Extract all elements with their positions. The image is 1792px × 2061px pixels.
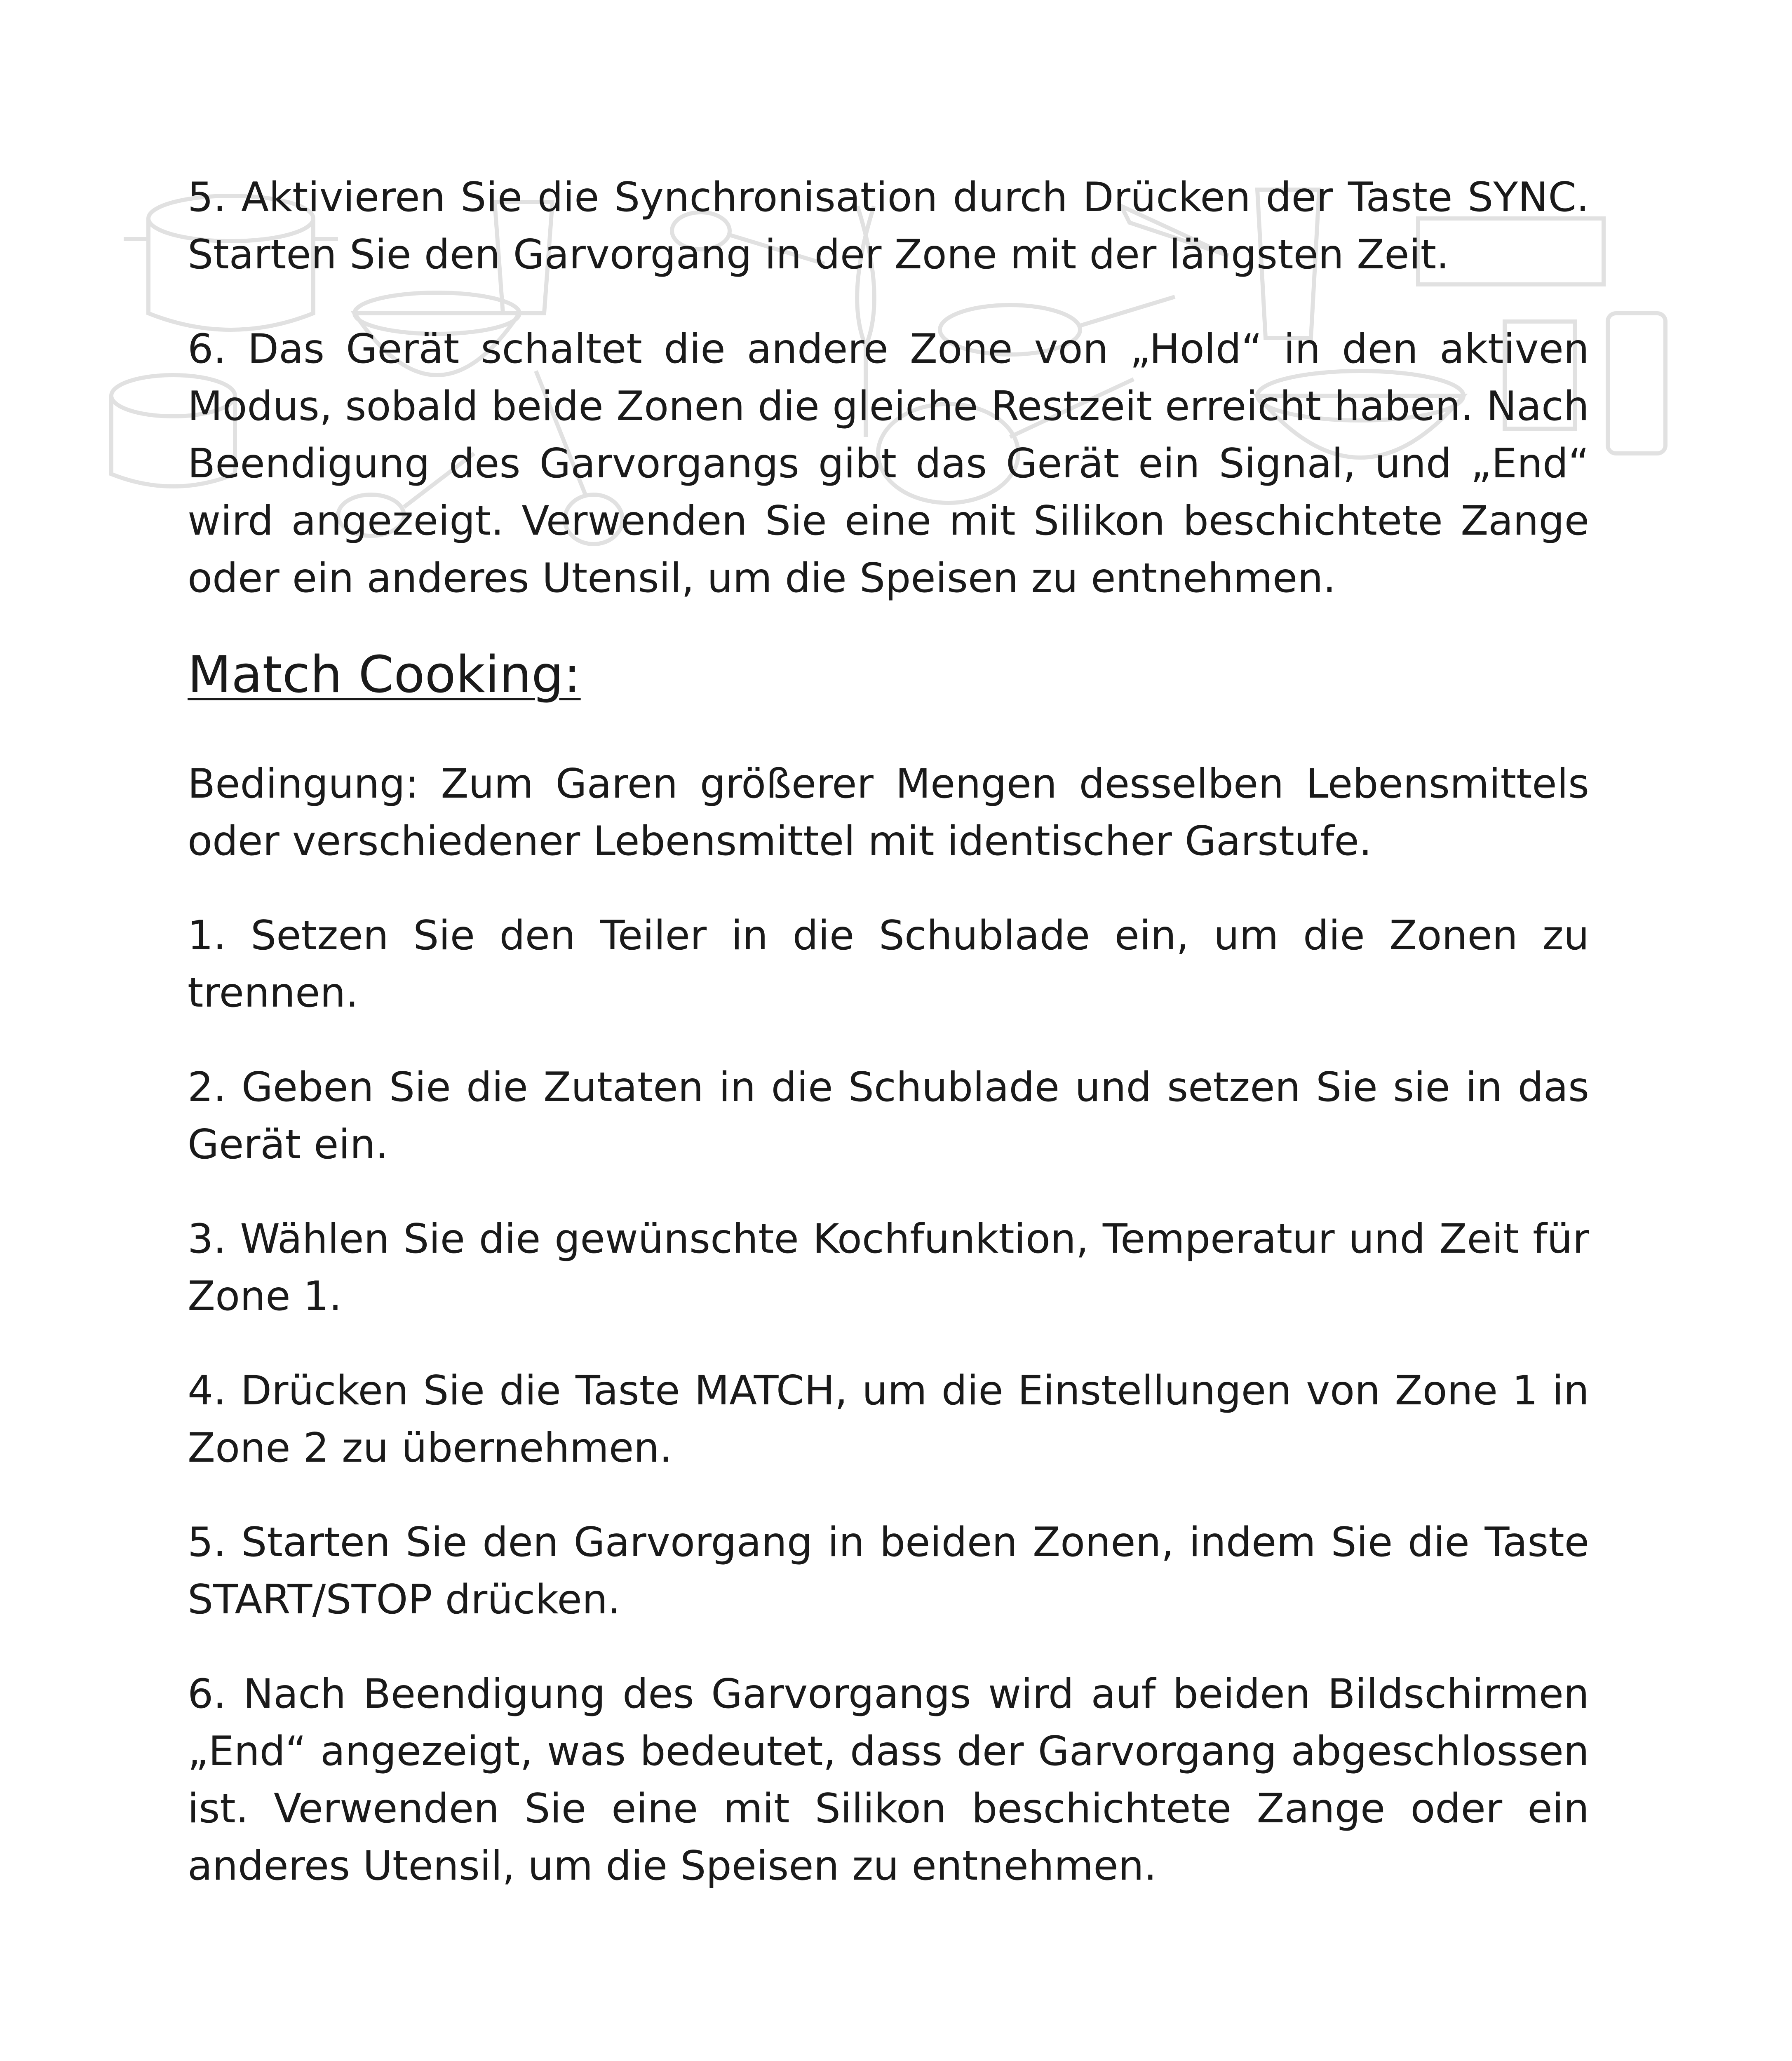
step-paragraph: 5. Starten Sie den Garvorgang in beiden Zonen, indem Sie die Taste START/STOP drücken. — [188, 1519, 1589, 1623]
step-paragraph: 1. Setzen Sie den Teiler in die Schublade ein, um die Zonen zu trennen. — [188, 912, 1589, 1016]
condition-paragraph: Bedingung: Zum Garen größerer Mengen desselben Lebensmittels oder verschiedener Lebensmittel mit identischer Garstufe. — [188, 761, 1589, 865]
step-paragraph: 2. Geben Sie die Zutaten in die Schublade und setzen Sie sie in das Gerät ein. — [188, 1064, 1589, 1168]
step-paragraph: 6. Das Gerät schaltet die andere Zone von „Hold“ in den aktiven Modus, sobald beide Zonen die gleiche Restzeit erreicht haben. Nach Beendigung des Garvorgangs gibt das Gerät ein Signal, und „End“ wird angezeigt. Verwenden Sie eine mit Silikon beschichtete Zange oder ein anderes Utensil, um die Speisen zu entnehmen. — [188, 326, 1589, 602]
step-paragraph: 4. Drücken Sie die Taste MATCH, um die Einstellungen von Zone 1 in Zone 2 zu übernehmen. — [188, 1367, 1589, 1472]
step-paragraph: 5. Aktivieren Sie die Synchronisation durch Drücken der Taste SYNC. Starten Sie den Garvorgang in der Zone mit der längsten Zeit. — [188, 174, 1589, 278]
step-paragraph: 6. Nach Beendigung des Garvorgangs wird auf beiden Bildschirmen „End“ angezeigt, was bedeutet, dass der Garvorgang abgeschlossen ist. Verwenden Sie eine mit Silikon beschichtete Zange oder ein anderes Utensil, um die Speisen zu entnehmen. — [188, 1671, 1589, 1890]
grater-icon — [1608, 313, 1665, 453]
section-heading: Match Cooking: — [188, 646, 581, 704]
step-paragraph: 3. Wählen Sie die gewünschte Kochfunktion, Temperatur und Zeit für Zone 1. — [188, 1216, 1589, 1320]
document-body — [188, 169, 1589, 1932]
